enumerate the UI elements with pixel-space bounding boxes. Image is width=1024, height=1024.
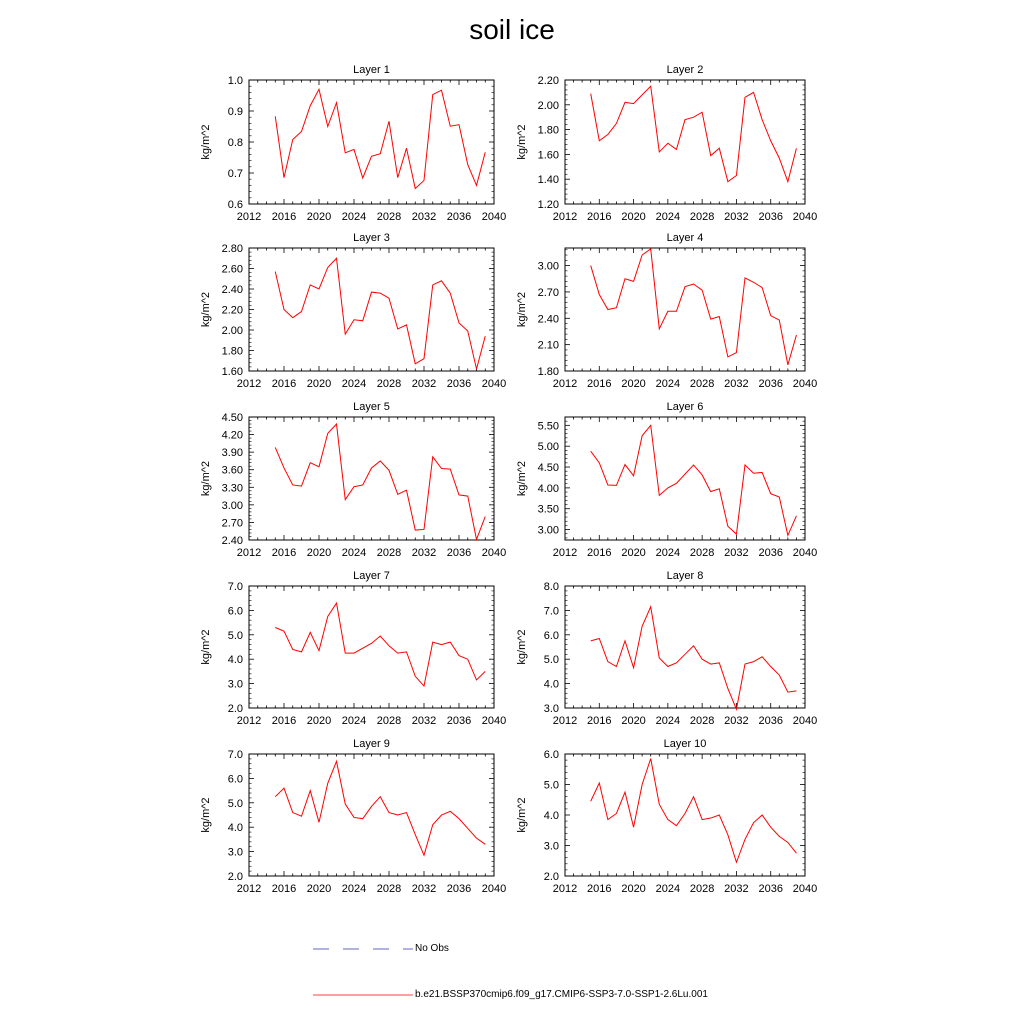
y-tick-label-9: 6.0 bbox=[227, 773, 243, 786]
x-tick-label-6: 2032 bbox=[724, 547, 749, 559]
y-tick-label-3: 1.60 bbox=[221, 366, 243, 378]
y-tick-label-6: 5.50 bbox=[537, 420, 559, 433]
x-tick-label-10: 2020 bbox=[621, 883, 646, 895]
y-tick-label-8: 6.0 bbox=[543, 629, 559, 642]
x-tick-label-3: 2024 bbox=[341, 378, 367, 390]
y-tick-label-3: 2.80 bbox=[221, 243, 243, 255]
series-line-9 bbox=[275, 761, 485, 855]
y-axis-label-1: kg/m^2 bbox=[200, 124, 212, 160]
x-tick-label-6: 2024 bbox=[655, 547, 681, 559]
x-tick-label-2: 2040 bbox=[792, 211, 818, 223]
x-tick-label-3: 2028 bbox=[376, 378, 402, 390]
x-tick-label-7: 2020 bbox=[306, 715, 332, 727]
x-tick-label-10: 2032 bbox=[724, 883, 749, 895]
series-line-4 bbox=[591, 249, 797, 365]
x-tick-label-6: 2036 bbox=[758, 547, 783, 559]
series-line-5 bbox=[275, 424, 485, 539]
y-tick-label-2: 1.80 bbox=[537, 124, 559, 137]
y-tick-label-1: 0.9 bbox=[227, 106, 243, 118]
x-tick-label-5: 2040 bbox=[481, 547, 507, 559]
x-tick-label-9: 2032 bbox=[411, 883, 437, 895]
x-tick-label-10: 2024 bbox=[655, 883, 681, 895]
x-tick-label-7: 2012 bbox=[236, 715, 262, 727]
y-tick-label-7: 2.0 bbox=[227, 703, 243, 715]
x-tick-label-8: 2028 bbox=[689, 715, 715, 727]
y-tick-label-1: 0.8 bbox=[227, 137, 243, 149]
panel-layer-10 bbox=[516, 738, 817, 895]
x-tick-label-10: 2036 bbox=[758, 883, 783, 895]
y-tick-label-10: 6.0 bbox=[543, 749, 559, 761]
y-axis-label-9: kg/m^2 bbox=[200, 797, 212, 833]
x-tick-label-5: 2012 bbox=[236, 547, 262, 559]
x-tick-label-9: 2012 bbox=[236, 883, 262, 895]
y-tick-label-9: 4.0 bbox=[227, 822, 243, 835]
y-tick-label-8: 3.0 bbox=[543, 703, 559, 715]
y-tick-label-1: 0.7 bbox=[227, 168, 243, 180]
x-tick-label-3: 2012 bbox=[236, 378, 262, 390]
x-tick-label-2: 2028 bbox=[689, 211, 715, 223]
x-tick-label-6: 2020 bbox=[621, 547, 646, 559]
y-tick-label-3: 2.40 bbox=[221, 284, 243, 296]
y-tick-label-8: 4.0 bbox=[543, 678, 559, 691]
panel-layer-7 bbox=[200, 570, 506, 727]
y-tick-label-5: 4.20 bbox=[221, 429, 243, 442]
y-tick-label-3: 1.80 bbox=[221, 345, 243, 358]
y-tick-label-4: 2.10 bbox=[537, 339, 559, 352]
x-tick-label-8: 2012 bbox=[552, 715, 578, 727]
panel-title-3: Layer 3 bbox=[353, 232, 390, 244]
y-axis-label-7: kg/m^2 bbox=[200, 629, 212, 665]
y-tick-label-5: 3.60 bbox=[221, 464, 243, 477]
x-tick-label-8: 2016 bbox=[587, 715, 612, 727]
x-tick-label-10: 2016 bbox=[587, 883, 612, 895]
y-tick-label-7: 5.0 bbox=[227, 629, 243, 642]
x-tick-label-2: 2032 bbox=[724, 211, 749, 223]
x-tick-label-3: 2020 bbox=[306, 378, 332, 390]
plot-frame-2 bbox=[565, 80, 805, 204]
x-tick-label-2: 2020 bbox=[621, 211, 646, 223]
x-tick-label-7: 2036 bbox=[446, 715, 472, 727]
panel-title-2: Layer 2 bbox=[666, 64, 704, 76]
y-tick-label-10: 3.0 bbox=[543, 840, 559, 853]
panel-title-7: Layer 7 bbox=[353, 570, 390, 582]
legend-model-label: b.e21.BSSP370cmip6.f09_g17.CMIP6-SSP3-7.0-SSP1-2.6Lu.001 bbox=[415, 989, 708, 1000]
panel-layer-3 bbox=[200, 232, 506, 390]
plot-frame-8 bbox=[565, 586, 805, 708]
x-tick-label-4: 2024 bbox=[655, 378, 681, 390]
y-tick-label-1: 1.0 bbox=[227, 75, 243, 87]
x-tick-label-9: 2016 bbox=[271, 883, 297, 895]
x-tick-label-7: 2028 bbox=[376, 715, 402, 727]
panel-layer-9 bbox=[200, 738, 506, 895]
x-tick-label-4: 2032 bbox=[724, 378, 749, 390]
plot-frame-10 bbox=[565, 754, 805, 876]
x-tick-label-10: 2028 bbox=[689, 883, 715, 895]
panel-layer-6 bbox=[516, 401, 817, 559]
y-tick-label-10: 4.0 bbox=[543, 810, 559, 822]
y-tick-label-6: 5.00 bbox=[537, 441, 559, 454]
x-tick-label-1: 2012 bbox=[236, 211, 262, 223]
y-tick-label-3: 2.60 bbox=[221, 263, 243, 276]
y-axis-label-3: kg/m^2 bbox=[200, 291, 212, 328]
x-tick-label-5: 2028 bbox=[376, 547, 402, 559]
x-tick-label-5: 2036 bbox=[446, 547, 472, 559]
y-axis-label-2: kg/m^2 bbox=[516, 124, 528, 160]
panel-layer-8 bbox=[516, 570, 817, 727]
panel-layer-2 bbox=[516, 64, 817, 223]
series-line-1 bbox=[275, 89, 485, 188]
y-axis-label-6: kg/m^2 bbox=[516, 460, 528, 497]
plot-frame-1 bbox=[249, 80, 494, 204]
x-tick-label-5: 2024 bbox=[341, 547, 367, 559]
y-tick-label-2: 1.40 bbox=[537, 174, 559, 187]
series-line-7 bbox=[275, 603, 485, 686]
y-tick-label-4: 3.00 bbox=[537, 260, 559, 273]
panel-title-9: Layer 9 bbox=[353, 738, 390, 750]
y-tick-label-9: 3.0 bbox=[227, 846, 243, 859]
y-tick-label-7: 6.0 bbox=[227, 605, 243, 618]
y-tick-label-7: 3.0 bbox=[227, 678, 243, 691]
y-axis-label-5: kg/m^2 bbox=[200, 460, 212, 497]
panel-layer-1 bbox=[200, 64, 506, 223]
y-tick-label-5: 4.50 bbox=[221, 412, 243, 424]
x-tick-label-9: 2040 bbox=[481, 883, 507, 895]
x-tick-label-4: 2012 bbox=[552, 378, 578, 390]
x-tick-label-6: 2016 bbox=[587, 547, 612, 559]
x-tick-label-5: 2016 bbox=[271, 547, 297, 559]
y-tick-label-9: 7.0 bbox=[227, 749, 243, 761]
series-line-6 bbox=[591, 425, 797, 535]
x-tick-label-8: 2020 bbox=[621, 715, 646, 727]
legend-obs-label: No Obs bbox=[415, 943, 449, 954]
x-tick-label-3: 2016 bbox=[271, 378, 297, 390]
y-axis-label-4: kg/m^2 bbox=[516, 291, 528, 328]
x-tick-label-7: 2040 bbox=[481, 715, 507, 727]
panel-title-1: Layer 1 bbox=[353, 64, 390, 76]
y-tick-label-8: 8.0 bbox=[543, 581, 559, 593]
y-tick-label-7: 4.0 bbox=[227, 654, 243, 667]
x-tick-label-6: 2012 bbox=[552, 547, 578, 559]
y-tick-label-9: 2.0 bbox=[227, 871, 243, 883]
series-line-10 bbox=[591, 759, 797, 863]
x-tick-label-3: 2040 bbox=[481, 378, 507, 390]
x-tick-label-7: 2032 bbox=[411, 715, 437, 727]
series-line-3 bbox=[275, 258, 485, 369]
x-tick-label-7: 2024 bbox=[341, 715, 367, 727]
y-tick-label-10: 2.0 bbox=[543, 871, 559, 883]
plot-frame-5 bbox=[249, 417, 494, 540]
x-tick-label-1: 2016 bbox=[271, 211, 297, 223]
y-tick-label-6: 4.00 bbox=[537, 482, 559, 495]
x-tick-label-4: 2028 bbox=[689, 378, 715, 390]
main-title: soil ice bbox=[469, 14, 555, 45]
panel-layer-5 bbox=[200, 401, 506, 559]
panel-layer-4 bbox=[516, 232, 817, 390]
y-tick-label-6: 3.00 bbox=[537, 524, 559, 537]
x-tick-label-4: 2016 bbox=[587, 378, 612, 390]
x-tick-label-2: 2016 bbox=[587, 211, 612, 223]
x-tick-label-8: 2024 bbox=[655, 715, 681, 727]
x-tick-label-5: 2032 bbox=[411, 547, 437, 559]
y-tick-label-5: 2.40 bbox=[221, 535, 243, 547]
y-tick-label-5: 3.90 bbox=[221, 447, 243, 460]
y-tick-label-3: 2.00 bbox=[221, 325, 243, 337]
x-tick-label-2: 2036 bbox=[758, 211, 783, 223]
y-tick-label-2: 1.60 bbox=[537, 149, 559, 162]
x-tick-label-4: 2040 bbox=[792, 378, 818, 390]
x-tick-label-8: 2036 bbox=[758, 715, 783, 727]
y-tick-label-5: 3.00 bbox=[221, 499, 243, 512]
x-tick-label-9: 2028 bbox=[376, 883, 402, 895]
x-tick-label-1: 2040 bbox=[481, 211, 507, 223]
plot-frame-7 bbox=[249, 586, 494, 708]
x-tick-label-9: 2036 bbox=[446, 883, 472, 895]
x-tick-label-4: 2020 bbox=[621, 378, 646, 390]
y-tick-label-10: 5.0 bbox=[543, 779, 559, 792]
y-tick-label-8: 5.0 bbox=[543, 654, 559, 667]
legend-obs-line bbox=[313, 944, 413, 954]
panel-title-4: Layer 4 bbox=[666, 232, 704, 244]
x-tick-label-2: 2024 bbox=[655, 211, 681, 223]
x-tick-label-10: 2012 bbox=[552, 883, 578, 895]
y-axis-label-10: kg/m^2 bbox=[516, 797, 528, 833]
y-tick-label-1: 0.6 bbox=[227, 199, 243, 211]
panel-title-10: Layer 10 bbox=[663, 738, 707, 750]
y-tick-label-2: 1.20 bbox=[537, 199, 559, 211]
y-tick-label-7: 7.0 bbox=[227, 581, 243, 593]
y-tick-label-2: 2.20 bbox=[537, 75, 559, 87]
x-tick-label-1: 2032 bbox=[411, 211, 437, 223]
x-tick-label-1: 2028 bbox=[376, 211, 402, 223]
x-tick-label-1: 2036 bbox=[446, 211, 472, 223]
plot-frame-6 bbox=[565, 417, 805, 540]
y-tick-label-6: 4.50 bbox=[537, 462, 559, 475]
x-tick-label-10: 2040 bbox=[792, 883, 818, 895]
y-tick-label-3: 2.20 bbox=[221, 304, 243, 317]
x-tick-label-1: 2020 bbox=[306, 211, 332, 223]
x-tick-label-6: 2040 bbox=[792, 547, 818, 559]
panel-title-6: Layer 6 bbox=[666, 401, 704, 413]
x-tick-label-2: 2012 bbox=[552, 211, 578, 223]
x-tick-label-1: 2024 bbox=[341, 211, 367, 223]
y-tick-label-4: 2.70 bbox=[537, 286, 559, 299]
x-tick-label-9: 2020 bbox=[306, 883, 332, 895]
x-tick-label-3: 2032 bbox=[411, 378, 437, 390]
y-tick-label-8: 7.0 bbox=[543, 605, 559, 618]
series-line-2 bbox=[591, 86, 797, 181]
series-line-8 bbox=[591, 607, 797, 709]
x-tick-label-4: 2036 bbox=[758, 378, 783, 390]
y-axis-label-8: kg/m^2 bbox=[516, 629, 528, 665]
x-tick-label-7: 2016 bbox=[271, 715, 297, 727]
panel-title-5: Layer 5 bbox=[353, 401, 390, 413]
y-tick-label-6: 3.50 bbox=[537, 503, 559, 516]
plot-frame-3 bbox=[249, 248, 494, 371]
y-tick-label-9: 5.0 bbox=[227, 797, 243, 810]
y-tick-label-4: 2.40 bbox=[537, 313, 559, 326]
x-tick-label-8: 2040 bbox=[792, 715, 818, 727]
y-tick-label-4: 1.80 bbox=[537, 366, 559, 378]
panel-title-8: Layer 8 bbox=[666, 570, 704, 582]
y-tick-label-5: 3.30 bbox=[221, 482, 243, 495]
x-tick-label-6: 2028 bbox=[689, 547, 715, 559]
x-tick-label-3: 2036 bbox=[446, 378, 472, 390]
x-tick-label-8: 2032 bbox=[724, 715, 749, 727]
x-tick-label-9: 2024 bbox=[341, 883, 367, 895]
y-tick-label-2: 2.00 bbox=[537, 99, 559, 112]
x-tick-label-5: 2020 bbox=[306, 547, 332, 559]
plot-frame-9 bbox=[249, 754, 494, 876]
legend-model-line bbox=[313, 990, 413, 1000]
y-tick-label-5: 2.70 bbox=[221, 517, 243, 530]
